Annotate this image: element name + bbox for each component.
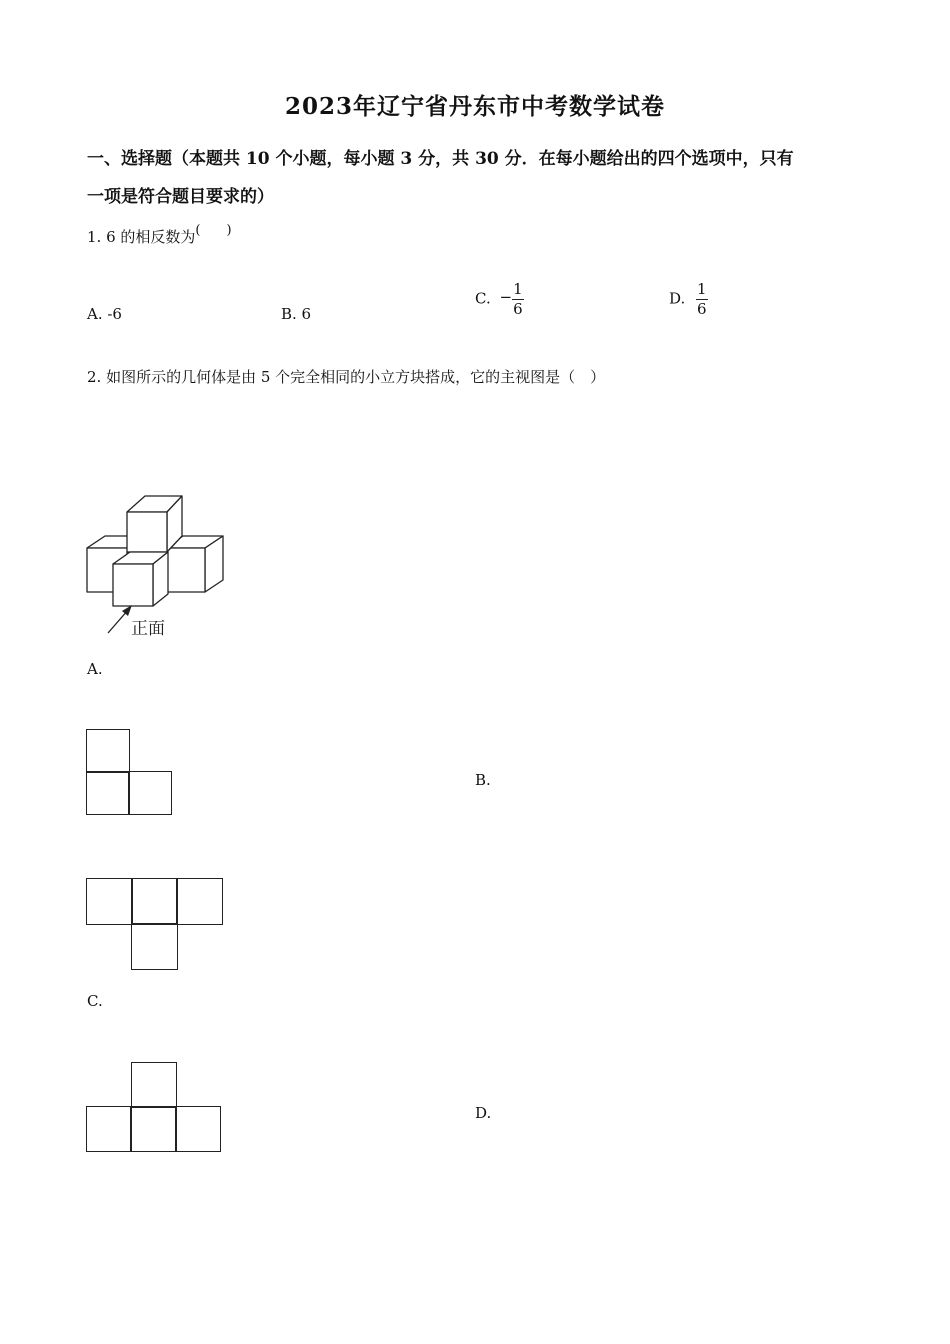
q1-option-d[interactable]: [669, 280, 708, 319]
q1-option-b[interactable]: B. 6: [281, 305, 312, 323]
fraction-denominator: 6: [513, 300, 523, 318]
question-2: 2. 如图所示的几何体是由 5 个完全相同的小立方块搭成，它的主视图是（ ）: [87, 368, 606, 386]
cube-top-front: [127, 512, 167, 552]
q2-option-c-label[interactable]: C.: [87, 992, 103, 1010]
fraction-denominator: 6: [697, 300, 707, 318]
square: [128, 771, 172, 815]
square: [175, 1106, 221, 1152]
fraction-one-sixth: [696, 280, 708, 319]
square: [86, 729, 130, 773]
question-1-paren: ( ): [195, 223, 232, 238]
q2-option-a-label[interactable]: A.: [87, 660, 103, 678]
square: [176, 878, 223, 925]
q2-option-b-label[interactable]: B.: [475, 771, 491, 789]
square: [86, 878, 133, 925]
q1-option-c[interactable]: [475, 280, 524, 319]
fraction-one-sixth: [512, 280, 524, 319]
square: [86, 771, 130, 815]
question-1-text: 1. 6 的相反数为: [87, 228, 196, 246]
cube-figure: [80, 490, 240, 645]
q1-option-d-label: D.: [669, 289, 686, 308]
square: [131, 878, 178, 925]
fraction-numerator: 1: [513, 280, 523, 298]
q2-option-b-figure[interactable]: [86, 878, 226, 972]
q2-option-a-figure[interactable]: [86, 729, 174, 817]
q1-option-c-label: C.: [475, 289, 491, 308]
square: [130, 1106, 177, 1152]
front-label: 正面: [131, 619, 165, 639]
q2-option-c-figure[interactable]: [86, 1062, 226, 1154]
cube-front-front: [113, 564, 153, 606]
section-heading-line1: 一、选择题（本题共 10 个小题，每小题 3 分，共 30 分．在每小题给出的四个选项中，只有: [87, 149, 794, 169]
cube-back-right-front: [165, 548, 205, 592]
exam-title: 2023年辽宁省丹东市中考数学试卷: [284, 93, 665, 120]
section-heading-line2: 一项是符合题目要求的）: [87, 187, 274, 207]
section-heading: [87, 140, 862, 216]
square: [131, 1062, 177, 1108]
fraction-numerator: 1: [697, 280, 707, 298]
minus-sign: −: [499, 287, 513, 306]
q1-option-a[interactable]: A. -6: [87, 305, 122, 323]
q2-option-d-label[interactable]: D.: [475, 1104, 492, 1122]
question-1: [87, 223, 232, 247]
square: [131, 923, 178, 970]
square: [86, 1106, 132, 1152]
